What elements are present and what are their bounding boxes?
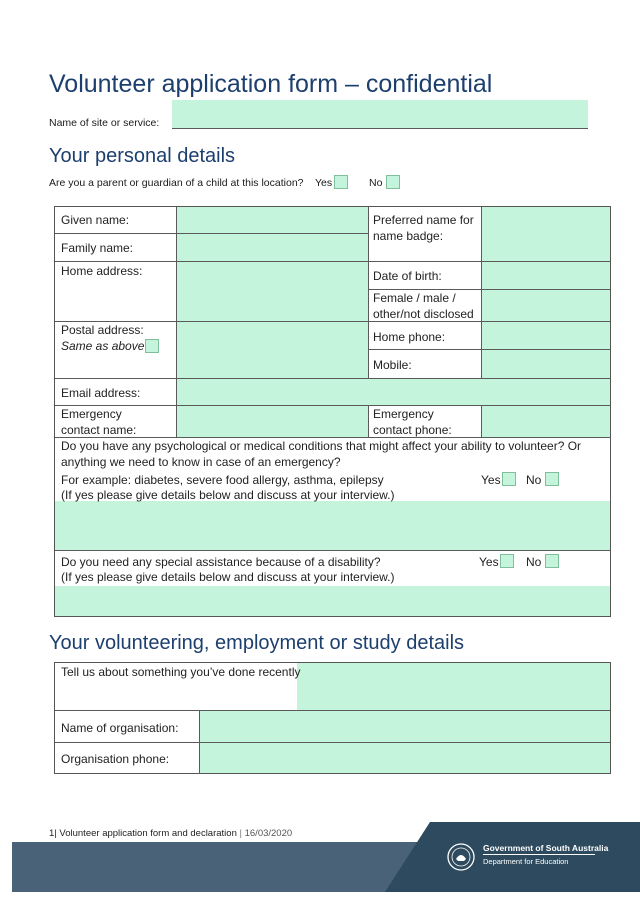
footer-caption (49, 828, 292, 839)
medical-question: Do you have any psychological or medical conditions that might affect your ability to volunteer? Or anything we need to know in case of an emergency? (61, 439, 582, 469)
grid-line (368, 349, 611, 350)
mobile-label: Mobile: (373, 358, 412, 372)
gov-name: Government of South Australia (483, 843, 609, 853)
site-label: Name of site or service: (49, 117, 160, 129)
grid-line (368, 207, 369, 378)
grid-line (55, 261, 368, 262)
parent-no-label: No (369, 177, 383, 189)
dob-field[interactable] (482, 262, 610, 289)
org-name-field[interactable] (200, 711, 610, 742)
same-as-above-label: Same as above (61, 339, 145, 353)
grid-line (55, 742, 611, 743)
medical-no-checkbox[interactable] (545, 472, 559, 486)
page-title: Volunteer application form – confidential (49, 70, 493, 98)
page-number: 1 (49, 828, 55, 839)
medical-note: (If yes please give details below and discuss at your interview.) (61, 488, 395, 502)
family-name-label: Family name: (61, 241, 134, 255)
emergency-phone-field[interactable] (482, 406, 610, 437)
postal-address-field[interactable] (177, 322, 368, 378)
gender-field[interactable] (482, 290, 610, 321)
medical-details-field[interactable] (55, 501, 610, 550)
preferred-name-field[interactable] (482, 207, 610, 261)
recent-activity-label: Tell us about something you’ve done recently (61, 665, 301, 679)
volunteering-heading: Your volunteering, employment or study details (49, 632, 465, 654)
parent-question: Are you a parent or guardian of a child at this location? (49, 177, 304, 189)
home-phone-field[interactable] (482, 322, 610, 349)
gender-label: Female / male / other/not disclosed (373, 291, 474, 321)
disability-question: Do you need any special assistance because of a disability? (61, 555, 381, 569)
separator: | (54, 828, 60, 839)
org-phone-label: Organisation phone: (61, 752, 170, 766)
government-crest-icon (446, 842, 476, 872)
emergency-name-label: Emergency contact name: (61, 407, 137, 437)
email-field[interactable] (177, 379, 610, 405)
disability-note: (If yes please give details below and discuss at your interview.) (61, 570, 395, 584)
dob-label: Date of birth: (373, 269, 442, 283)
parent-yes-label: Yes (315, 177, 333, 189)
home-phone-label: Home phone: (373, 330, 446, 344)
disability-yes-checkbox[interactable] (500, 554, 514, 568)
given-name-label: Given name: (61, 213, 130, 227)
footer-date: 16/03/2020 (244, 828, 293, 839)
site-underline (172, 128, 588, 129)
home-address-label: Home address: (61, 264, 143, 278)
grid-line (55, 378, 611, 379)
grid-line (199, 711, 200, 774)
same-as-above-checkbox[interactable] (145, 339, 159, 353)
parent-no-checkbox[interactable] (386, 175, 400, 189)
grid-line (481, 207, 482, 378)
disability-details-field[interactable] (55, 586, 610, 616)
disability-no-label: No (526, 555, 542, 569)
grid-line (368, 261, 611, 262)
home-address-field[interactable] (177, 262, 368, 321)
grid-line (368, 405, 369, 437)
personal-details-heading: Your personal details (49, 145, 236, 167)
given-family-name-field[interactable] (177, 207, 368, 261)
org-name-label: Name of organisation: (61, 721, 179, 735)
org-phone-field[interactable] (200, 743, 610, 773)
site-name-field[interactable] (172, 100, 588, 128)
brand-divider (483, 854, 595, 855)
medical-no-label: No (526, 473, 542, 487)
medical-yes-checkbox[interactable] (502, 472, 516, 486)
dept-name: Department for Education (483, 857, 569, 866)
mobile-field[interactable] (482, 350, 610, 378)
medical-yes-label: Yes (481, 473, 501, 487)
grid-line (55, 710, 611, 711)
emergency-phone-label: Emergency contact phone: (373, 407, 452, 437)
grid-line (55, 550, 611, 551)
parent-yes-checkbox[interactable] (334, 175, 348, 189)
grid-line (481, 405, 482, 437)
postal-address-label: Postal address: (61, 323, 144, 337)
email-label: Email address: (61, 386, 141, 400)
medical-example: For example: diabetes, severe food allergy, asthma, epilepsy (61, 473, 384, 487)
grid-line (55, 233, 368, 234)
disability-yes-label: Yes (479, 555, 499, 569)
recent-activity-field[interactable] (297, 663, 610, 710)
preferred-name-label: Preferred name for name badge: (373, 213, 474, 243)
grid-line (176, 207, 177, 437)
disability-no-checkbox[interactable] (545, 554, 559, 568)
footer-doc-title: Volunteer application form and declaration (59, 828, 237, 839)
emergency-name-field[interactable] (177, 406, 368, 437)
separator: | (236, 828, 245, 839)
